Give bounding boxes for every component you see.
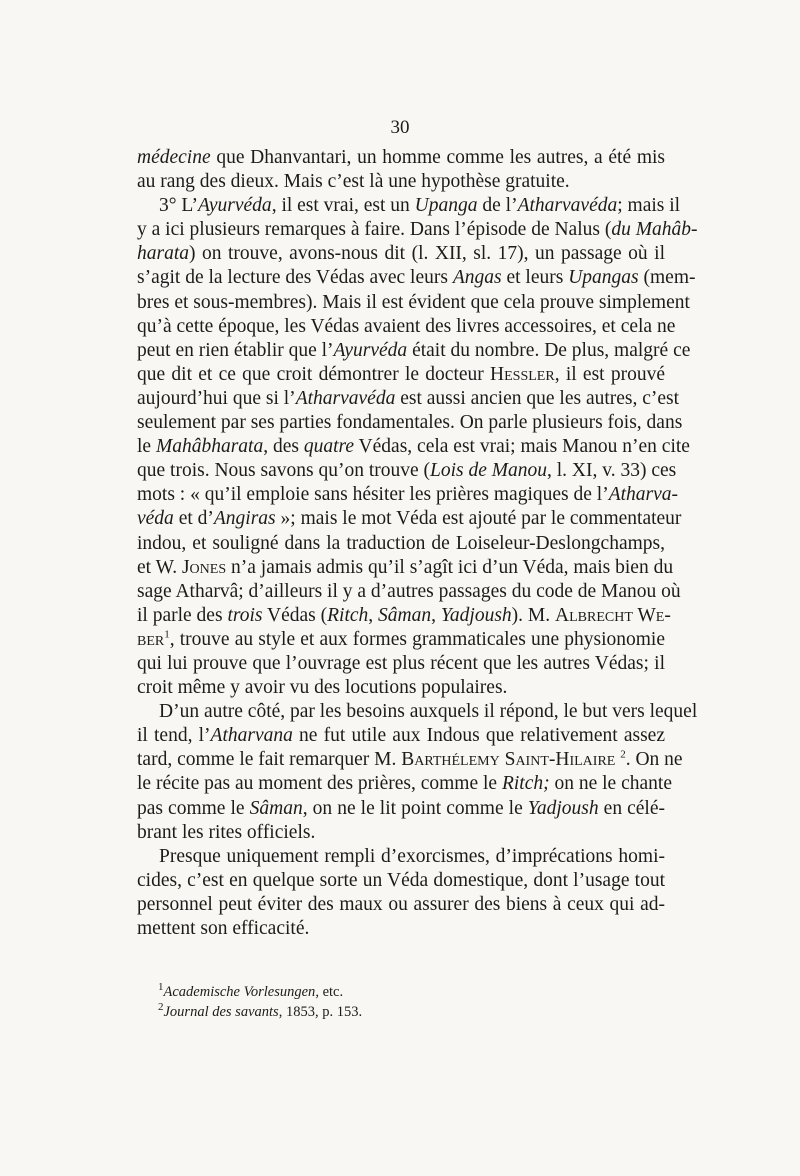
text-run: Angiras: [213, 508, 276, 530]
text-line: [137, 483, 679, 507]
text-run: que Dhanvantari, un homme comme les autres, a été mis: [210, 147, 665, 168]
text-run: tard, comme le fait remarquer M.: [137, 749, 402, 771]
text-line: [137, 170, 665, 194]
text-line: [137, 845, 665, 869]
text-run: , etc.: [315, 984, 344, 1000]
text-line: [137, 459, 677, 483]
text-line: [137, 604, 671, 628]
text-run: Védas, cela est vrai; mais Manou n’en cite: [354, 436, 690, 458]
text-run: sage Atharvâ; d’ailleurs il y a d’autres passages du code de Manou où: [137, 580, 681, 602]
text-run: Yadjoush: [440, 604, 512, 626]
text-run: , l. XI, v. 33) ces: [547, 460, 677, 482]
text-run: Yadjoush: [527, 797, 599, 819]
text-run: croit même y avoir vu des locutions populaires.: [137, 677, 508, 699]
text-run: ) on trouve, avons-nous dit (l. XII, sl. 17), un passage où il: [189, 243, 665, 265]
text-line: [137, 339, 691, 363]
text-line: [137, 869, 665, 893]
text-run: Ritch: [327, 604, 369, 626]
text-run: , il est vrai, est un: [271, 195, 415, 217]
text-run: Academische Vorlesungen: [163, 984, 316, 1000]
text-run: Presque uniquement rempli d’exorcismes, d’imprécations homi-: [159, 845, 665, 867]
text-run: mots : « qu’il emploie sans hésiter les prières magiques de l’: [137, 484, 609, 506]
page-number: 30: [390, 117, 410, 138]
text-run: véda: [137, 508, 174, 530]
text-run: Atharvavéda: [517, 195, 618, 217]
text-run: brant les rites officiels.: [137, 821, 316, 843]
text-run: de l’: [477, 195, 518, 217]
text-run: pas comme le: [137, 797, 250, 819]
footnote-ref: 2: [158, 1001, 164, 1014]
text-run: cides, c’est en quelque sorte un Véda domestique, dont l’usage tout: [137, 869, 665, 891]
footnote-ref: 2: [620, 748, 626, 761]
text-line: [137, 146, 665, 170]
text-run: 3° L’: [159, 195, 199, 217]
text-run: est aussi ancien que les autres, c’est: [395, 387, 680, 409]
text-line: [137, 242, 665, 266]
text-line: [137, 652, 665, 676]
text-run: Sâman: [378, 604, 432, 626]
text-line: [137, 387, 680, 411]
text-run: harata: [137, 243, 190, 265]
text-run: Védas (: [262, 604, 328, 626]
text-run: ne fut utile aux Indous que relativement assez: [292, 725, 665, 747]
text-run: ,: [431, 604, 441, 626]
text-run: Angas: [452, 267, 502, 289]
text-line: [137, 580, 681, 604]
text-run: ber: [137, 628, 165, 650]
text-run: mettent son efficacité.: [137, 918, 310, 939]
text-run: , trouve au style et aux formes grammaticales une physionomie: [169, 628, 665, 650]
text-run: que trois. Nous savons qu’on trouve (: [137, 460, 431, 482]
text-run: il tend, l’: [137, 725, 211, 747]
text-line: [137, 194, 681, 218]
text-line: [137, 797, 665, 821]
text-run: et W.: [137, 556, 182, 578]
text-run: Ritch;: [501, 773, 550, 795]
text-run: peut en rien établir que l’: [137, 339, 334, 361]
text-run: Atharvana: [210, 725, 293, 747]
text-run: du Mahâb-: [611, 219, 698, 241]
text-run: en célé-: [598, 797, 665, 819]
text-run: le: [137, 436, 156, 458]
text-run: , il est prouvé: [554, 363, 665, 385]
text-run: . On ne: [625, 749, 683, 771]
text-run: ). M.: [511, 604, 556, 626]
text-run: , on ne le lit point comme le: [302, 797, 528, 819]
text-run: qu’à cette époque, les Védas avaient des livres accessoires, et cela ne: [137, 315, 676, 337]
text-run: il parle des: [137, 604, 228, 626]
text-line: [137, 218, 698, 242]
text-line: [137, 700, 698, 724]
text-run: Mahâbharata: [155, 436, 264, 458]
text-run: , des: [263, 436, 304, 458]
text-line: [137, 676, 665, 700]
text-line: [137, 363, 665, 387]
text-line: [137, 772, 672, 796]
text-run: Atharvavéda: [295, 387, 396, 409]
footnote-ref: 1: [164, 628, 170, 641]
text-run: indou, et souligné dans la traduction de Loiseleur-Deslongchamps,: [137, 532, 665, 554]
footnotes: [158, 982, 658, 1022]
text-line: [137, 507, 682, 531]
text-line: [137, 291, 690, 315]
text-run: Jones: [181, 556, 227, 578]
text-run: médecine: [137, 147, 211, 168]
footnote-ref: 1: [158, 981, 164, 994]
text-run: et leurs: [501, 267, 569, 289]
text-run: Ayurvéda: [198, 195, 272, 217]
text-line: [137, 724, 665, 748]
text-run: le récite pas au moment des prières, comme le: [137, 773, 502, 795]
text-run: ,: [368, 604, 379, 626]
text-run: était du nombre. De plus, malgré ce: [407, 339, 691, 361]
footnote: [158, 982, 658, 1002]
text-line: [137, 532, 665, 556]
text-run: personnel peut éviter des maux ou assurer des biens à ceux qui ad-: [137, 893, 665, 915]
text-line: [137, 411, 683, 435]
text-run: ; mais il: [617, 195, 681, 217]
text-line: [137, 628, 665, 652]
text-run: seulement par ses parties fondamentales. On parle plusieurs fois, dans: [137, 412, 683, 434]
text-line: [137, 556, 674, 580]
text-run: quatre: [303, 436, 355, 458]
text-line: [137, 917, 665, 941]
text-run: »; mais le mot Véda est ajouté par le commentateur: [275, 508, 682, 530]
text-run: et d’: [173, 508, 214, 530]
text-run: que dit et ce que croit démontrer le docteur: [137, 363, 491, 385]
body-text: [137, 146, 698, 941]
text-run: au rang des dieux. Mais c’est là une hypothèse gratuite.: [137, 171, 570, 193]
text-run: Atharva-: [608, 484, 679, 506]
text-run: bres et sous-membres). Mais il est évident que cela prouve simplement: [137, 291, 690, 313]
text-line: [137, 748, 683, 772]
text-run: Upangas: [568, 267, 639, 289]
text-run: on ne le chante: [549, 773, 672, 795]
text-run: (mem-: [638, 267, 696, 289]
text-line: [137, 266, 696, 290]
text-run: , 1853, p. 153.: [278, 1004, 363, 1020]
text-line: [137, 893, 665, 917]
text-run: Albrecht We-: [555, 604, 671, 626]
text-run: s’agit de la lecture des Védas avec leurs: [137, 267, 453, 289]
text-run: Hessler: [490, 363, 555, 385]
text-line: [137, 435, 690, 459]
text-run: Sâman: [249, 797, 303, 819]
text-run: qui lui prouve que l’ouvrage est plus récent que les autres Védas; il: [137, 652, 665, 674]
text-run: Lois de Manou: [430, 460, 548, 482]
text-run: aujourd’hui que si l’: [137, 387, 296, 409]
text-run: Journal des savants: [163, 1004, 279, 1020]
footnote: [158, 1002, 658, 1022]
text-run: trois: [227, 604, 263, 626]
text-run: Barthélemy Saint-Hilaire: [401, 749, 616, 771]
text-run: D’un autre côté, par les besoins auxquels il répond, le but vers lequel: [159, 701, 698, 723]
text-run: n’a jamais admis qu’il s’agît ici d’un Véda, mais bien du: [226, 556, 674, 578]
text-line: [137, 821, 665, 845]
text-run: Ayurvéda: [333, 339, 408, 361]
text-run: Upanga: [414, 195, 478, 217]
text-line: [137, 315, 676, 339]
text-run: y a ici plusieurs remarques à faire. Dans l’épisode de Nalus (: [137, 219, 612, 241]
